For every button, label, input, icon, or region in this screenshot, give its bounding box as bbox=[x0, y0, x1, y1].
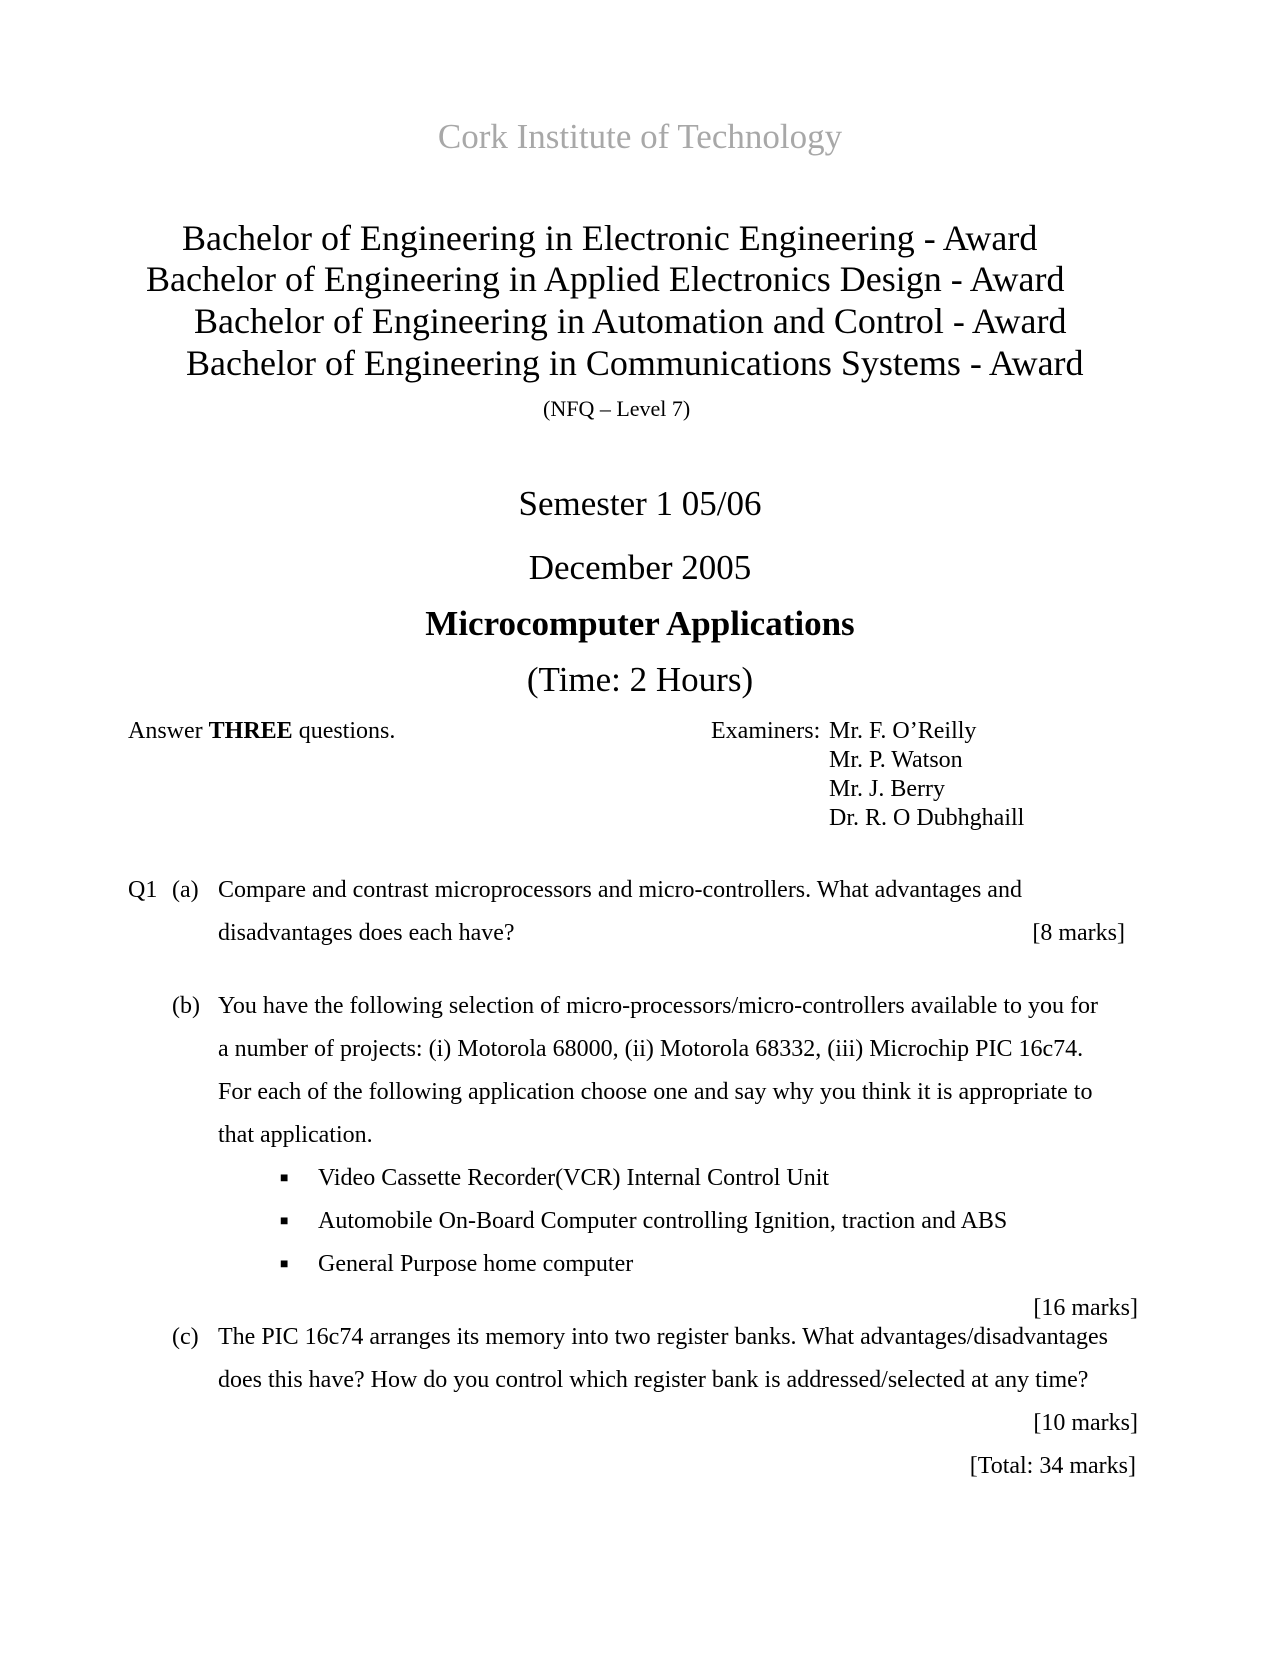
part-label: (a) bbox=[172, 877, 199, 903]
examiner-name: Dr. R. O Dubhghaill bbox=[829, 805, 1025, 831]
examiner-name: Mr. P. Watson bbox=[829, 747, 963, 773]
part-b-text: You have the following selection of micro-processors/micro-controllers available to you for bbox=[218, 993, 1098, 1019]
programme-title: Bachelor of Engineering in Electronic Engineering - Award bbox=[182, 218, 1038, 258]
bullet-marker: ■ bbox=[280, 1257, 289, 1272]
part-label: (c) bbox=[172, 1324, 199, 1350]
programme-title: Bachelor of Engineering in Automation and Control - Award bbox=[194, 301, 1067, 341]
part-a-marks: [8 marks] bbox=[1032, 920, 1125, 946]
part-b-marks: [16 marks] bbox=[1033, 1295, 1138, 1321]
part-b-text: a number of projects: (i) Motorola 68000, (ii) Motorola 68332, (iii) Microchip PIC 16c74. bbox=[218, 1036, 1084, 1062]
part-c-text: does this have? How do you control which register bank is addressed/selected at any time? bbox=[218, 1367, 1089, 1393]
bullet-item: General Purpose home computer bbox=[318, 1251, 634, 1277]
part-a-text: Compare and contrast microprocessors and micro-controllers. What advantages and bbox=[218, 877, 1022, 903]
part-b-text: that application. bbox=[218, 1122, 373, 1148]
institution-name: Cork Institute of Technology bbox=[437, 117, 843, 156]
examiners-label: Examiners: bbox=[711, 718, 821, 744]
answer-count: THREE bbox=[208, 718, 293, 744]
semester: Semester 1 05/06 bbox=[518, 484, 762, 523]
part-label: (b) bbox=[172, 993, 200, 1019]
part-b-text: For each of the following application choose one and say why you think it is appropriate to bbox=[218, 1079, 1093, 1105]
part-c-text: The PIC 16c74 arranges its memory into two register banks. What advantages/disadvantages bbox=[218, 1324, 1108, 1350]
bullet-marker: ■ bbox=[280, 1171, 289, 1186]
total-marks: [Total: 34 marks] bbox=[969, 1453, 1136, 1479]
bullet-item: Automobile On-Board Computer controlling Ignition, traction and ABS bbox=[318, 1208, 1008, 1234]
examiner-name: Mr. F. O’Reilly bbox=[829, 718, 977, 744]
answer-instruction: Answer THREE questions. bbox=[128, 718, 396, 744]
examiner-name: Mr. J. Berry bbox=[829, 776, 945, 802]
part-a-text: disadvantages does each have? bbox=[218, 920, 515, 946]
bullet-marker: ■ bbox=[280, 1214, 289, 1229]
bullet-item: Video Cassette Recorder(VCR) Internal Control Unit bbox=[318, 1165, 830, 1191]
subject-title: Microcomputer Applications bbox=[425, 604, 855, 643]
programme-title: Bachelor of Engineering in Communications Systems - Award bbox=[186, 343, 1084, 383]
programme-title: Bachelor of Engineering in Applied Electronics Design - Award bbox=[146, 259, 1065, 299]
question-number: Q1 bbox=[128, 877, 158, 903]
exam-date: December 2005 bbox=[528, 548, 752, 587]
part-c-marks: [10 marks] bbox=[1033, 1410, 1138, 1436]
nfq-level: (NFQ – Level 7) bbox=[543, 396, 691, 421]
exam-duration: (Time: 2 Hours) bbox=[526, 660, 754, 699]
